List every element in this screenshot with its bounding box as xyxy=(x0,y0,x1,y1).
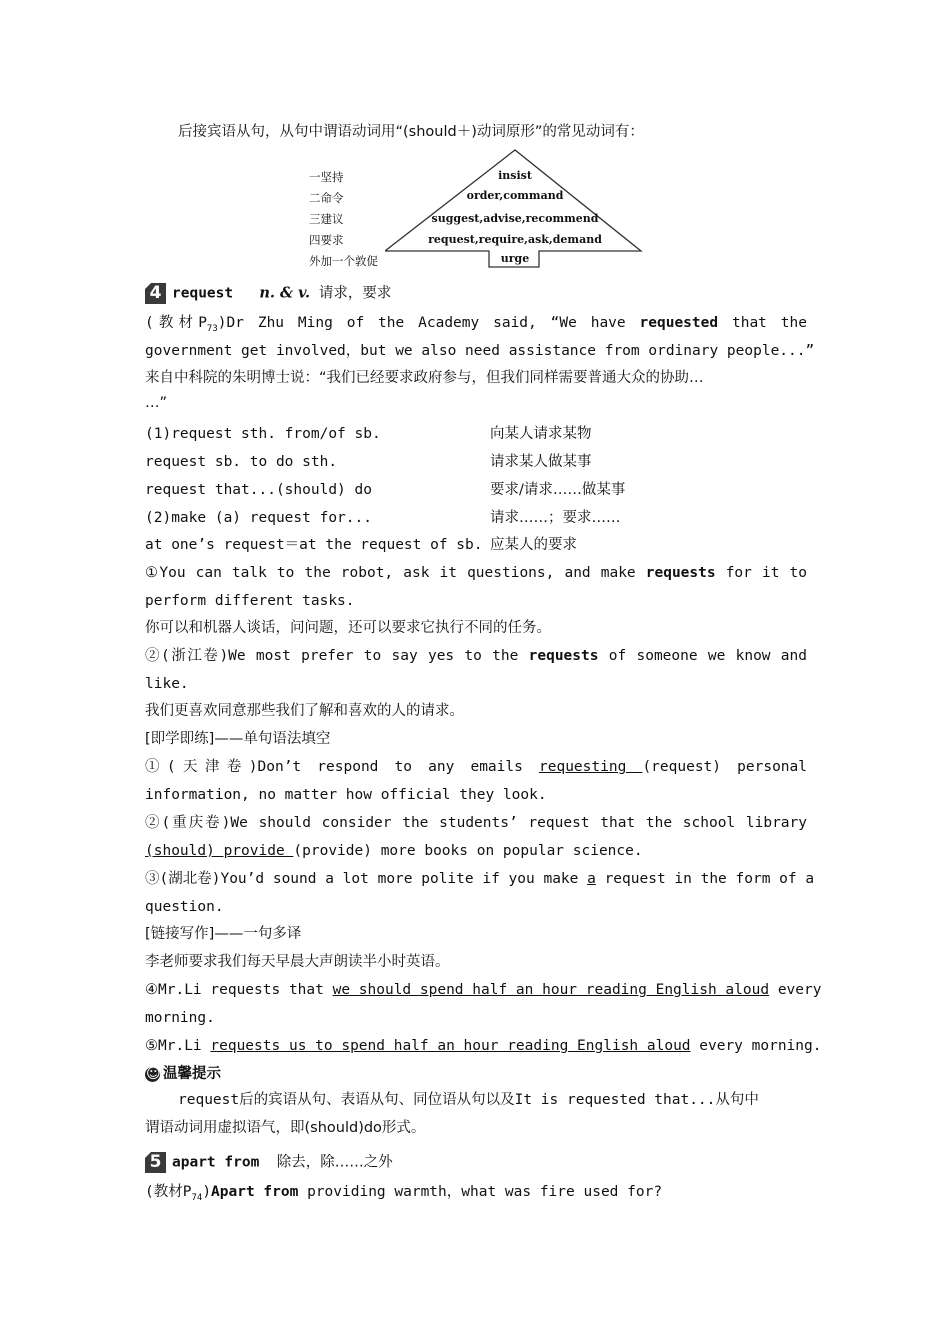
keyword-bold: requested xyxy=(639,315,719,331)
tip-title: 温馨提示 xyxy=(163,1066,221,1082)
example-1 xyxy=(145,563,807,583)
example-text: ②(浙江卷)We most prefer to say yes to the xyxy=(145,648,529,664)
triangle-label: 一坚持 xyxy=(309,170,344,184)
phrase-row xyxy=(145,452,807,472)
answer-blank: we should spend half an hour reading English aloud xyxy=(332,982,770,998)
writing-answer-4-line2: morning. xyxy=(145,1010,215,1026)
headword: request xyxy=(172,285,234,302)
textbook-source-line xyxy=(145,313,807,339)
textbook-source-line xyxy=(145,1182,807,1208)
intro-text: 后接宾语从句，从句中谓语动词用“(should＋)动词原形”的常见动词有： xyxy=(178,124,644,140)
tip-heading xyxy=(145,1064,807,1084)
triangle-word: insist xyxy=(498,169,532,182)
section-4-heading xyxy=(145,283,807,304)
headword-meaning: 除去，除……之外 xyxy=(276,1154,393,1171)
phrase-en: request that...(should) do xyxy=(145,482,372,498)
writing-text: every xyxy=(769,982,822,998)
source-prefix: (教材P xyxy=(145,315,207,331)
source-text: that the xyxy=(718,315,807,331)
practice-text: (request) personal xyxy=(642,759,807,775)
headword: apart from xyxy=(172,1154,260,1171)
example-text: ①You can talk to the robot, ask it questions, and make xyxy=(145,565,646,581)
keyword-bold: requests xyxy=(528,648,599,664)
textbook-source-line2: government get involved，but we also need assistance from ordinary people...” xyxy=(145,343,815,359)
section-number-badge: 5 xyxy=(145,1152,166,1173)
phrase-cn: 要求/请求……做某事 xyxy=(490,482,626,498)
example-text: of someone we know and xyxy=(598,648,807,664)
smile-icon xyxy=(145,1067,160,1082)
phrase-en: at one’s request＝at the request of sb. xyxy=(145,537,483,553)
practice-text: (provide) more books on popular science. xyxy=(293,843,643,859)
phrase-en: request sb. to do sth. xyxy=(145,454,338,470)
example-1-translation: 你可以和机器人谈话，问问题，还可以要求它执行不同的任务。 xyxy=(145,620,551,636)
section-5-heading xyxy=(145,1152,807,1173)
triangle-label: 四要求 xyxy=(309,233,344,247)
tip-text: 谓语动词用虚拟语气，即(should)do形式。 xyxy=(145,1120,426,1136)
triangle-label: 外加一个敦促 xyxy=(309,254,378,268)
practice-3 xyxy=(145,869,815,889)
practice-1-line2: information, no matter how official they look. xyxy=(145,787,547,803)
example-2 xyxy=(145,646,807,666)
example-2-line2: like. xyxy=(145,676,189,692)
source-text: )Dr Zhu Ming of the Academy said, “We have xyxy=(217,315,640,331)
writing-text: every morning. xyxy=(690,1038,822,1054)
practice-text: ③(湖北卷)You’d sound a lot more polite if you make xyxy=(145,871,588,887)
tip-text: request后的宾语从句、表语从句、同位语从句以及It is requested that...从句中 xyxy=(178,1092,759,1108)
phrase-cn: 请求某人做某事 xyxy=(490,454,592,470)
practice-3-line2: question. xyxy=(145,899,224,915)
writing-answer-5 xyxy=(145,1036,822,1056)
phrase-row xyxy=(145,508,807,528)
practice-text: request in the form of a xyxy=(595,871,815,887)
triangle-word: order,command xyxy=(466,189,564,202)
triangle-word: suggest,advise,recommend xyxy=(431,212,599,225)
triangle-label: 二命令 xyxy=(309,191,344,205)
source-text: ) xyxy=(202,1184,212,1200)
answer-blank: a xyxy=(587,871,596,887)
answer-blank: requests us to spend half an hour reading English aloud xyxy=(210,1038,691,1054)
example-text: for it to xyxy=(715,565,807,581)
example-2-translation: 我们更喜欢同意那些我们了解和喜欢的人的请求。 xyxy=(145,703,464,719)
source-prefix: (教材P xyxy=(145,1184,192,1200)
phrase-row xyxy=(145,535,807,555)
writing-text: ④Mr.Li requests that xyxy=(145,982,333,998)
keyword-bold: requests xyxy=(645,565,716,581)
practice-2-line2 xyxy=(145,841,807,861)
writing-prompt: 李老师要求我们每天早晨大声朗读半小时英语。 xyxy=(145,954,450,970)
phrase-cn: 应某人的要求 xyxy=(490,537,577,553)
writing-text: ⑤Mr.Li xyxy=(145,1038,211,1054)
phrase-cn: 请求……；要求…… xyxy=(490,510,621,526)
translation: 来自中科院的朱明博士说：“我们已经要求政府参与，但我们同样需要普通大众的协助… xyxy=(145,370,704,386)
phrase-cn: 向某人请求某物 xyxy=(490,426,592,442)
translation: …” xyxy=(145,395,168,411)
phrase-en: (2)make (a) request for... xyxy=(145,510,372,526)
part-of-speech: n. & v. xyxy=(259,284,311,302)
example-1-line2: perform different tasks. xyxy=(145,593,355,609)
practice-1 xyxy=(145,757,807,777)
practice-2: ②(重庆卷)We should consider the students’ request that the school library xyxy=(145,815,807,831)
phrase-row xyxy=(145,480,807,500)
phrase-en: (1)request sth. from/of sb. xyxy=(145,426,381,442)
source-text: providing warmth，what was fire used for? xyxy=(298,1184,663,1200)
triangle-word: urge xyxy=(500,252,530,265)
page-subscript: 73 xyxy=(206,323,218,334)
keyword-bold: Apart from xyxy=(211,1184,299,1200)
page-subscript: 74 xyxy=(191,1192,203,1203)
triangle-labels xyxy=(309,167,378,272)
writing-title: [链接写作]——一句多译 xyxy=(145,926,302,942)
practice-title: [即学即练]——单句语法填空 xyxy=(145,731,331,747)
triangle-label: 三建议 xyxy=(309,212,344,226)
headword-meaning: 请求，要求 xyxy=(318,285,392,302)
answer-blank: requesting xyxy=(539,759,643,775)
triangle-word: request,require,ask,demand xyxy=(428,233,602,246)
practice-text: ①(天津卷)Don’t respond to any emails xyxy=(145,759,539,775)
answer-blank: (should) provide xyxy=(145,843,294,859)
section-number-badge: 4 xyxy=(145,283,166,304)
phrase-row xyxy=(145,424,807,444)
writing-answer-4 xyxy=(145,980,822,1000)
